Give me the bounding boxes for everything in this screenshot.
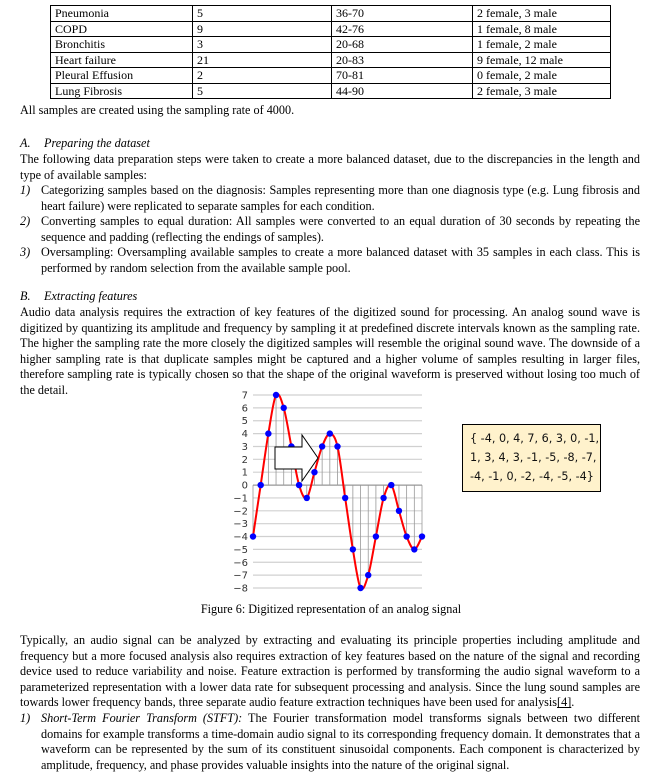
table-cell: 20-83 <box>332 52 473 68</box>
citation-link[interactable]: [4] <box>557 695 572 710</box>
list-text <box>41 711 640 773</box>
sample-point <box>403 533 409 539</box>
list-item-title: Short-Term Fourier Transform (STFT): <box>41 711 243 725</box>
table-cell: 1 female, 2 male <box>473 37 611 53</box>
section-a-intro: The following data preparation steps were taken to create a more balanced dataset, due to the discrepancies in the length and type of available samples: <box>20 152 640 182</box>
table-row <box>51 37 611 53</box>
sample-point <box>380 495 386 501</box>
table-cell: Bronchitis <box>51 37 193 53</box>
list-number: 2) <box>20 214 31 228</box>
list-number: 1) <box>20 183 31 197</box>
sample-point <box>250 533 256 539</box>
paragraph-end: . <box>571 695 575 710</box>
table-cell: COPD <box>51 21 193 37</box>
table-row <box>51 68 611 84</box>
digitized-signal-chart <box>220 385 440 597</box>
figure-caption: Figure 6: Digitized representation of an analog signal <box>200 602 462 616</box>
y-tick-label: −5 <box>233 544 248 556</box>
list-text: Converting samples to equal duration: All samples were converted to an equal duration of 30 seconds by repeating the sequence and padding (reflecting the endings of samples). <box>41 214 640 244</box>
y-tick-label: 2 <box>241 454 248 466</box>
y-tick-label: 3 <box>241 441 248 453</box>
section-b-paragraph-2 <box>20 633 640 711</box>
sampling-note: All samples are created using the sampling rate of 4000. <box>20 103 295 117</box>
sample-point <box>388 482 394 488</box>
table-cell: 36-70 <box>332 6 473 22</box>
chart-grid <box>253 395 422 588</box>
sample-point <box>265 430 271 436</box>
y-tick-label: −8 <box>233 583 248 595</box>
sample-point <box>342 495 348 501</box>
sample-point <box>319 443 325 449</box>
sample-point <box>396 508 402 514</box>
table-cell: 2 <box>193 68 332 84</box>
y-tick-label: 1 <box>241 467 248 479</box>
table-row <box>51 21 611 37</box>
sample-point <box>296 482 302 488</box>
y-tick-label: −4 <box>233 532 248 544</box>
list-item <box>20 245 640 276</box>
list-text: Oversampling: Oversampling available samples to create a more balanced dataset with 35 samples in each class. This is performed by random selection from the available sample pool. <box>41 245 640 275</box>
table-row <box>51 6 611 22</box>
y-tick-label: −7 <box>233 570 248 582</box>
sample-point <box>334 443 340 449</box>
table-cell: 42-76 <box>332 21 473 37</box>
sample-point <box>304 495 310 501</box>
diagnosis-table <box>50 5 611 99</box>
sample-point <box>357 585 363 591</box>
table-cell: Heart failure <box>51 52 193 68</box>
section-b-paragraph-1: Audio data analysis requires the extraction of key features of the digitized sound for processing. An analog sound wave is digitized by quantizing its amplitude and frequency by sampling it at predefined discrete intervals known as the sampling rate. The higher the sampling rate the more closely the digitized samples will resemble the original sound wave. The downside of a higher sampling rate is that duplicate samples might be captured and a higher volume of samples resulting in larger files, therefore sampling rate is typically chosen so that the shape of the original waveform is preserved without losing too much of the detail. <box>20 305 640 397</box>
sample-point <box>419 533 425 539</box>
table-cell: 0 female, 2 male <box>473 68 611 84</box>
sample-point <box>365 572 371 578</box>
table-cell: 9 female, 12 male <box>473 52 611 68</box>
y-axis-ticks <box>233 391 248 595</box>
y-tick-label: 0 <box>241 480 248 492</box>
y-tick-label: −1 <box>233 493 248 505</box>
table-cell: 2 female, 3 male <box>473 6 611 22</box>
table-cell: 5 <box>193 6 332 22</box>
section-a-heading <box>20 136 150 152</box>
sample-point <box>273 392 279 398</box>
section-a-number: A. <box>20 136 31 150</box>
table-cell: 1 female, 8 male <box>473 21 611 37</box>
table-row <box>51 83 611 99</box>
table-cell: Pleural Effusion <box>51 68 193 84</box>
sample-point <box>281 405 287 411</box>
sample-point <box>257 482 263 488</box>
list-item <box>20 183 640 214</box>
analog-signal-curve <box>253 394 422 589</box>
table-cell: 3 <box>193 37 332 53</box>
table-cell: 21 <box>193 52 332 68</box>
y-tick-label: 5 <box>241 416 248 428</box>
table-cell: 2 female, 3 male <box>473 83 611 99</box>
section-b-heading <box>20 289 137 305</box>
sample-point <box>411 546 417 552</box>
paragraph-text: Typically, an audio signal can be analyzed by extracting and evaluating its principle properties including amplitude and frequency but a more focused analysis also requires extraction of key features based on the nature of the signal and recording device used to reduce variability and noise. Feature extraction is performed by transforming the audio signal waveform to a parameterized representation with a lower data rate for subsequent processing and analysis. Since the lung sound samples are towards lower frequency bands, three separate audio feature extraction techniques have been used for analysis <box>20 633 640 710</box>
table-cell: 44-90 <box>332 83 473 99</box>
table-cell: 70-81 <box>332 68 473 84</box>
section-b-title: Extracting features <box>44 289 138 303</box>
sample-point <box>373 533 379 539</box>
sample-point <box>327 430 333 436</box>
sample-point <box>311 469 317 475</box>
y-tick-label: 4 <box>241 429 248 441</box>
section-a-title: Preparing the dataset <box>44 136 150 150</box>
list-text: Categorizing samples based on the diagnosis: Samples representing more than one diagnosis type (e.g. Lung fibrosis and heart failure) were replicated to separate samples for each condition. <box>41 183 640 213</box>
table-cell: 20-68 <box>332 37 473 53</box>
y-tick-label: 6 <box>241 403 248 415</box>
table-cell: Pneumonia <box>51 6 193 22</box>
table-cell: 9 <box>193 21 332 37</box>
list-item <box>20 214 640 245</box>
list-item-body: The Fourier transformation model transforms signals between two different domains for example transforms a time-domain audio signal to its corresponding frequency domain. It demonstrates that a waveform can be represented by the sum of its constituent sinusoidal components. Each component is characterized by amplitude, frequency, and phase provides valuable insights into the nature of the original signal. <box>41 711 640 772</box>
list-number: 3) <box>20 245 31 259</box>
y-tick-label: −6 <box>233 557 248 569</box>
list-item <box>20 711 640 773</box>
table-row <box>51 52 611 68</box>
chart-stems <box>253 395 422 588</box>
y-tick-label: 7 <box>241 390 248 402</box>
sample-values-box: { -4, 0, 4, 7, 6, 3, 0, -1, 1, 3, 4, 3, -1, -5, -8, -7, -4, -1, 0, -2, -4, -5, -4} <box>462 424 601 492</box>
list-number: 1) <box>20 711 31 725</box>
y-tick-label: −2 <box>233 506 248 518</box>
y-tick-label: −3 <box>233 519 248 531</box>
table-cell: 5 <box>193 83 332 99</box>
section-b-number: B. <box>20 289 31 303</box>
table-cell: Lung Fibrosis <box>51 83 193 99</box>
sample-point <box>350 546 356 552</box>
